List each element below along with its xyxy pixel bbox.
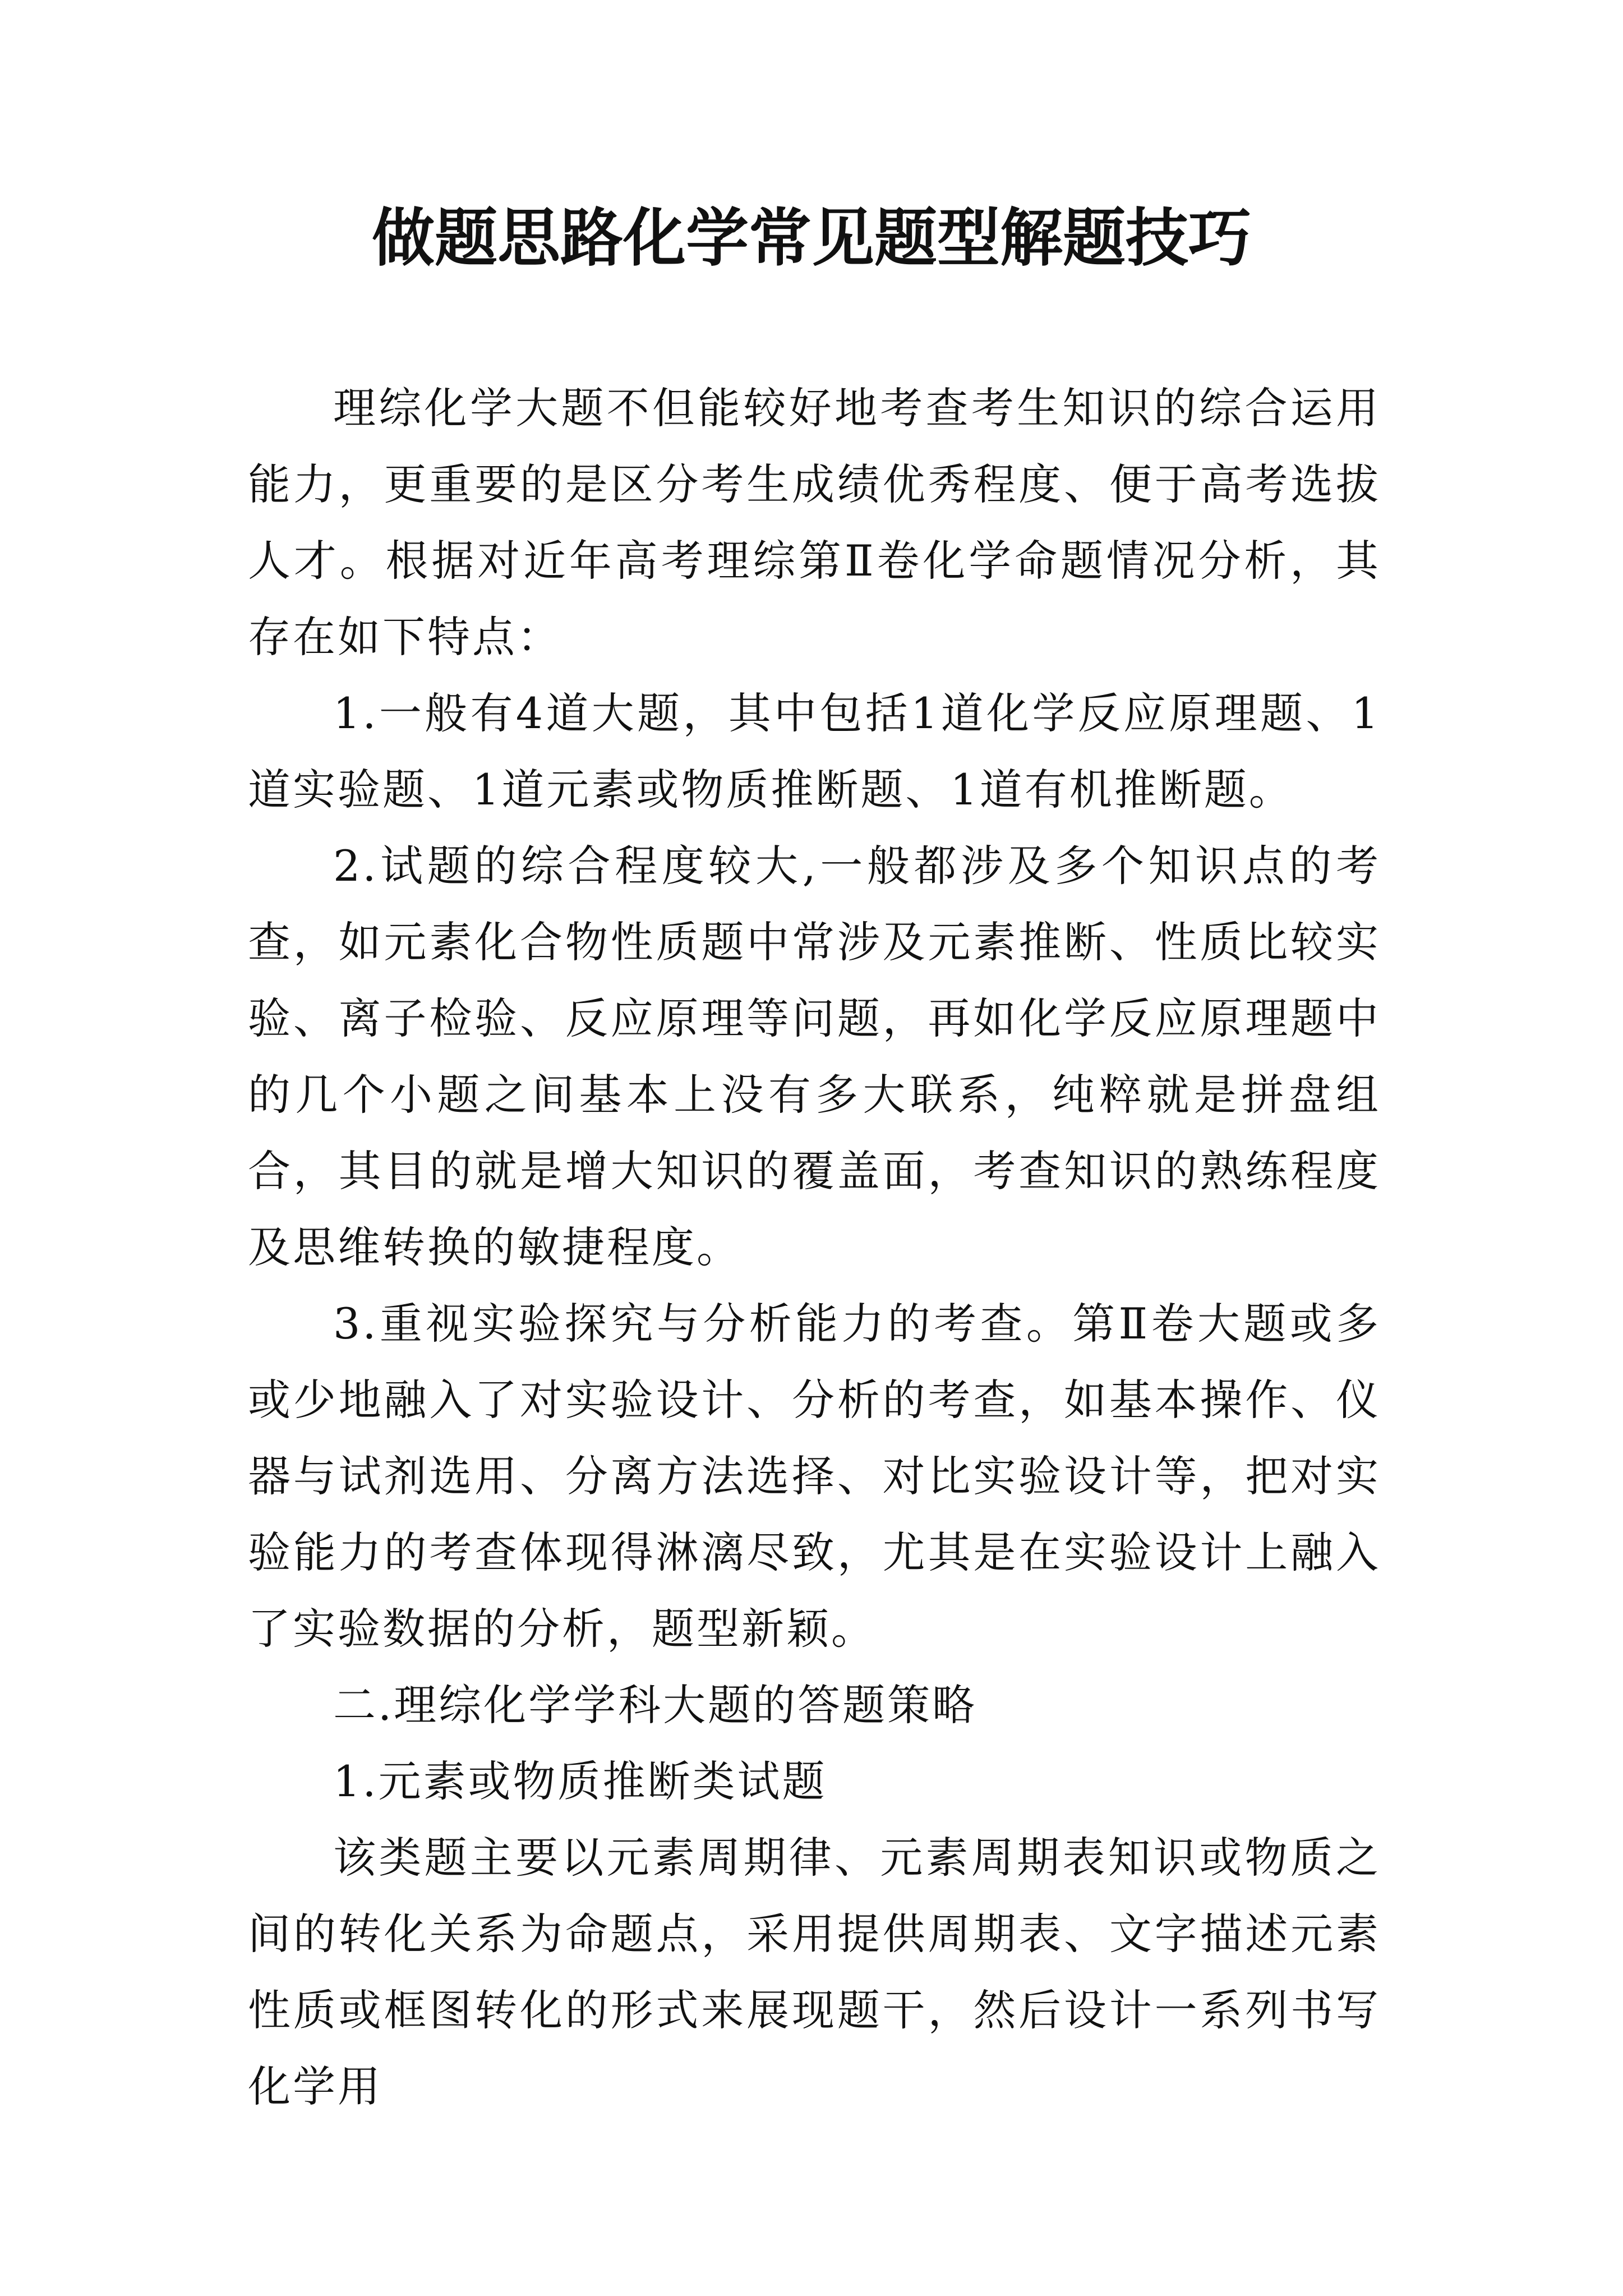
paragraph-point-3: 3.重视实验探究与分析能力的考查。第Ⅱ卷大题或多或少地融入了对实验设计、分析的考查，如基本操作、仪器与试剂选用、分离方法选择、对比实验设计等，把对实验能力的考查体现得淋漓尽致，尤其是在实验设计上融入了实验数据的分析，题型新颖。 — [248, 1299, 1381, 1654]
paragraph-point-2: 2.试题的综合程度较大,一般都涉及多个知识点的考查，如元素化合物性质题中常涉及元素推断、性质比较实验、离子检验、反应原理等问题，再如化学反应原理题中的几个小题之间基本上没有多大联系，纯粹就是拼盘组合，其目的就是增大知识的覆盖面，考查知识的熟练程度及思维转换的敏捷程度。 — [248, 841, 1381, 1272]
paragraph-inference: 该类题主要以元素周期律、元素周期表知识或物质之间的转化关系为命题点，采用提供周期表、文字描述元素性质或框图转化的形式来展现题干，然后设计一系列书写化学用 — [248, 1833, 1381, 2111]
subsection-heading-inference: 1.元素或物质推断类试题 — [333, 1756, 827, 1806]
section-heading-strategy: 二.理综化学学科大题的答题策略 — [333, 1680, 978, 1730]
document-title: 做题思路化学常见题型解题技巧 — [372, 202, 1251, 275]
document-body — [248, 370, 1381, 2125]
paragraph-point-1: 1.一般有4道大题，其中包括1道化学反应原理题、1道实验题、1道元素或物质推断题、1道有机推断题。 — [248, 688, 1381, 815]
paragraph-intro: 理综化学大题不但能较好地考查考生知识的综合运用能力，更重要的是区分考生成绩优秀程度、便于高考选拔人才。根据对近年高考理综第Ⅱ卷化学命题情况分析，其存在如下特点： — [248, 383, 1381, 662]
